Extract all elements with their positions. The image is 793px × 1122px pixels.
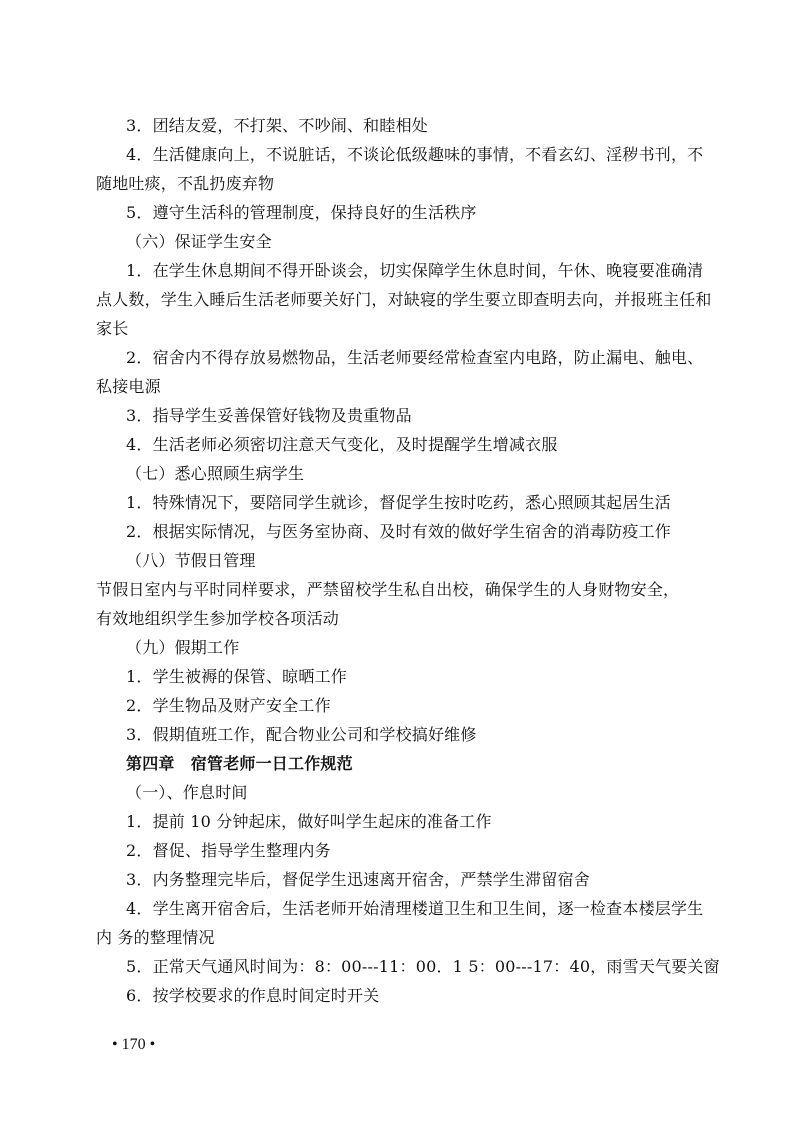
list-item: 4．学生离开宿舍后，生活老师开始清理楼道卫生和卫生间，逐一检查本楼层学生 — [126, 899, 704, 918]
list-item: 6．按学校要求的作息时间定时开关 — [126, 986, 380, 1005]
section-heading: （九）假期工作 — [126, 638, 240, 657]
list-item-continuation: 私接电源 — [96, 377, 161, 396]
body-text — [96, 111, 720, 1010]
list-item: 1．特殊情况下，要陪同学生就诊，督促学生按时吃药，悉心照顾其起居生活 — [126, 493, 671, 512]
list-item: 1．提前 10 分钟起床，做好叫学生起床的准备工作 — [126, 812, 492, 831]
list-item: 2．根据实际情况，与医务室协商、及时有效的做好学生宿舍的消毒防疫工作 — [126, 522, 671, 541]
list-item: 4．生活老师必须密切注意天气变化，及时提醒学生增减衣服 — [126, 435, 558, 454]
list-item-continuation: 随地吐痰，不乱扔废弃物 — [96, 174, 275, 193]
list-item: 4．生活健康向上，不说脏话，不谈论低级趣味的事情，不看玄幻、淫秽书刊，不 — [126, 145, 704, 164]
list-item-continuation: 内 务的整理情况 — [96, 928, 215, 947]
section-heading: （一）、作息时间 — [126, 783, 248, 802]
list-item: 1．在学生休息期间不得开卧谈会，切实保障学生休息时间，午休、晚寝要准确清 — [126, 261, 704, 280]
list-item: 3．团结友爱，不打架、不吵闹、和睦相处 — [126, 116, 428, 135]
section-heading: （七）悉心照顾生病学生 — [126, 464, 305, 483]
list-item: 1．学生被褥的保管、晾晒工作 — [126, 667, 347, 686]
page-number: • 170 • — [112, 1036, 156, 1053]
list-item: 3．指导学生妥善保管好钱物及贵重物品 — [126, 406, 412, 425]
list-item: 2．督促、指导学生整理内务 — [126, 841, 331, 860]
section-heading: （六）保证学生安全 — [126, 232, 272, 251]
chapter-heading: 第四章 宿管老师一日工作规范 — [126, 754, 353, 773]
list-item: 3．内务整理完毕后，督促学生迅速离开宿舍，严禁学生滞留宿舍 — [126, 870, 590, 889]
paragraph-line: 节假日室内与平时同样要求，严禁留校学生私自出校，确保学生的人身财物安全， — [96, 580, 680, 599]
list-item-continuation: 点人数，学生入睡后生活老师要关好门，对缺寝的学生要立即查明去向，并报班主任和 — [96, 290, 712, 309]
list-item: 2．学生物品及财产安全工作 — [126, 696, 331, 715]
list-item: 5．正常天气通风时间为：8：00---11：00．1 5：00---17：40，雨雪天气要关窗 — [126, 957, 720, 976]
list-item: 5．遵守生活科的管理制度，保持良好的生活秩序 — [126, 203, 477, 222]
list-item: 2．宿舍内不得存放易燃物品，生活老师要经常检查室内电路，防止漏电、触电、 — [126, 348, 704, 367]
list-item-continuation: 家长 — [96, 319, 129, 338]
paragraph-line: 有效地组织学生参加学校各项活动 — [96, 609, 340, 628]
list-item: 3．假期值班工作，配合物业公司和学校搞好维修 — [126, 725, 477, 744]
section-heading: （八）节假日管理 — [126, 551, 256, 570]
